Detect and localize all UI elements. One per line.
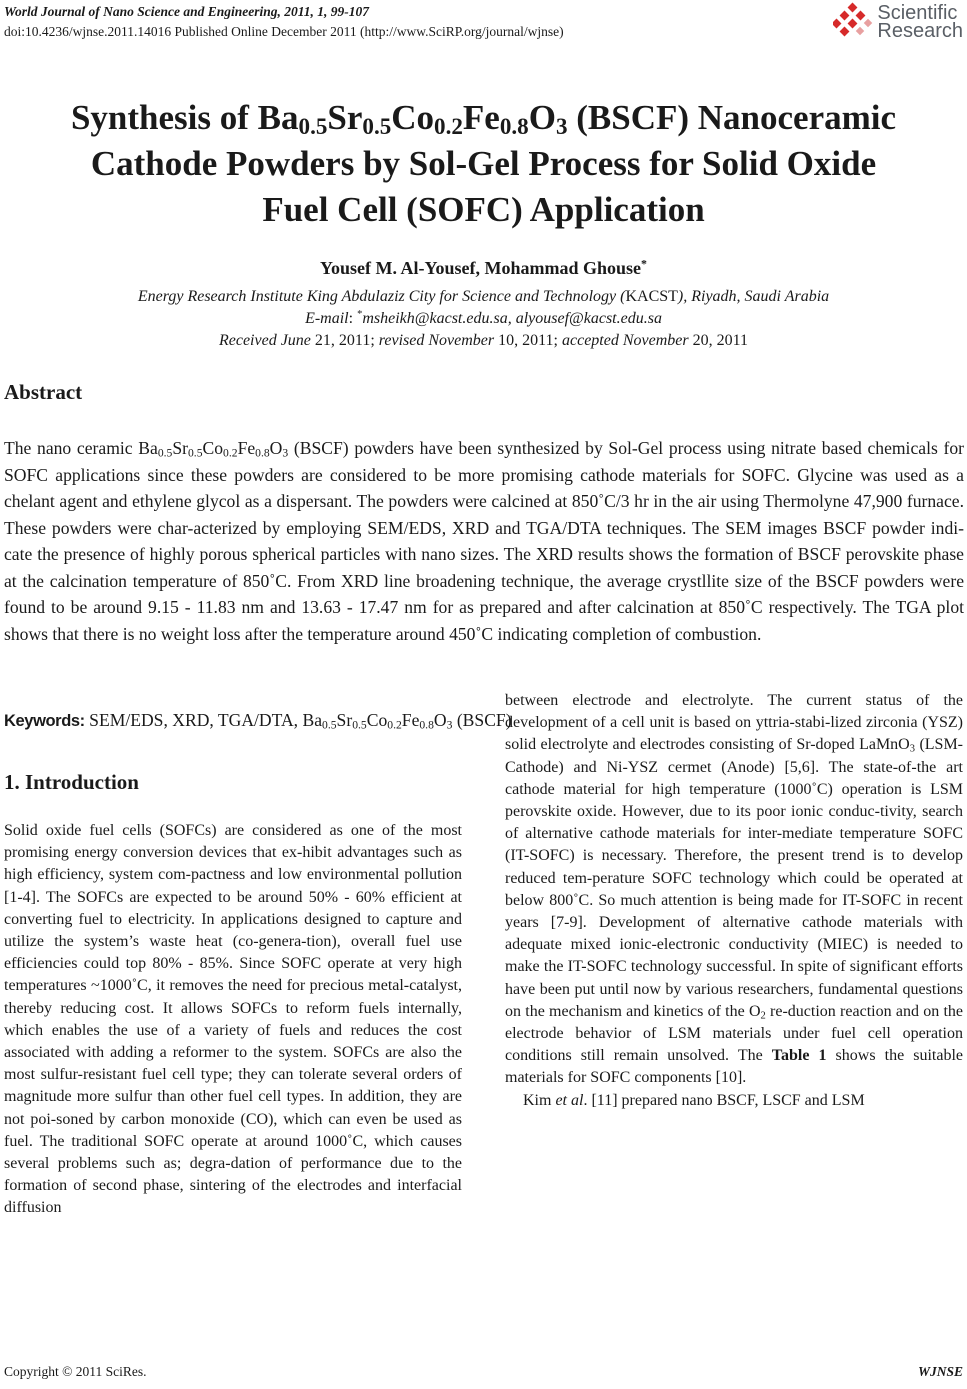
paper-title [0,95,967,233]
journal-header [4,2,564,42]
logo-line-1: Scientific [877,2,958,24]
email-line: E-mail: *msheikh@kacst.edu.sa, alyousef@kacst.edu.sa [305,309,662,327]
right-paragraph-1: between electrode and electrolyte. The current status of the development of a cell unit is based on yttria-stabi-lized zirconia (YSZ) solid electrolyte and electrodes consisting of Sr-doped LaMnO$_3$ (LSM-Cathode) and Ni-YSZ cermet (Anode) [5,6]. The state-of-the art cathode material for high temperature (1000˚C) operation is LSM perovskite oxide. However, due to its poor ionic conduc-tivity, search of alternative cathode materials for inter-mediate temperature SOFC (IT-SOFC) is necessary. Therefore, the present trend is to develop reduced tem-perature SOFC technology which could be operated at below 800˚C. So much attention is being made for IT-SOFC in recent years [7-9]. Development of alternative cathode materials with adequate mixed ionic-electronic conductivity (MIEC) is needed to make the IT-SOFC technology successful. In spite of significant efforts have been put until now by various researchers, fundamental questions on the mechanism and kinetics of the $O_2$ re-duction reaction and on the electrode behavior of LSM materials under fuel cell operation conditions still remain unsolved. The Table 1 shows the suitable materials for SOFC components [10]. [505,692,964,1087]
affiliation: Energy Research Institute King Abdulaziz City for Science and Technology (KACST), Riyadh, Saudi Arabia [137,288,830,305]
received-dates: Received June 21, 2011; revised November 10, 2011; accepted November 20, 2011 [218,332,749,349]
scientific-research-logo-icon [833,2,873,42]
abstract-body: The nano ceramic $Ba_{0.5}Sr_{0.5}Co_{0.2}Fe_{0.8}O_3$ (BSCF) powders have been synthesized by Sol-Gel process using nitrate based chemicals for SOFC applications since these powders are considered to be more promising cathode materials for SOFC. Glycine was used as a chelant agent and ethylene glycol as a dispersant. The powders were calcined at 850˚C/3 hr in the air using Thermolyne 47,900 furnace. These powders were char-acterized by employing SEM/EDS, XRD and TGA/DTA techniques. The SEM images BSCF powder indi-cate the presence of highly porous spherical particles with nano sizes. The XRD results shows the formation of BSCF perovskite phase at the calcination temperature of 850˚C. From XRD line broadening technique, the average crystllite size of the BSCF powders were found to be around 9.15 - 11.83 nm and 13.63 - 17.47 nm for as prepared and after calcination at 850˚C respectively. The TGA plot shows that there is no weight loss after the temperature around 450˚C indicating completion of combustion. [4,438,964,644]
section-heading-introduction: 1. Introduction [4,770,139,794]
title-line-1: Synthesis of $Ba_{0.5}Sr_{0.5}Co_{0.2}Fe_{0.8}O_3$ (BSCF) Nanoceramic [70,98,897,140]
right-column-text [505,690,963,1112]
publisher-logo [833,2,963,42]
doi-line: doi:10.4236/wjnse.2011.14016 Published Online December 2011 (http://www.SciRP.org/journal/wjnse) [4,24,564,39]
left-column-text: Solid oxide fuel cells (SOFCs) are considered as one of the most promising energy conversion devices that ex-hibit advantages such as high efficiency, system com-pactness and low environmental pollution [1-4]. The SOFCs are expected to be around 50% - 60% efficient at converting fuel to electricity. In applications designed to capture and utilize the system’s waste heat (co-genera-tion), overall fuel use efficiencies could top 80% - 85%. Since SOFC operate at very high temperatures ~1000˚C, it removes the need for precious metal-catalyst, thereby reducing cost. It allows SOFCs to reform fuels internally, which enables the use of a variety of fuels and reduces the cost associated with adding a reformer to the system. SOFCs are also the most sulfur-resistant fuel cell type; they can tolerate several orders of magnitude more sulfur than other fuel cell types. In addition, they are not poi-soned by carbon monoxide (CO), which can even be used as fuel. The traditional SOFC operate at around 1000˚C, which causes several problems such as; degra-dation of performance due to the formation of second phase, sintering of the electrodes and interfacial diffusion [4,822,462,1217]
abstract-heading: Abstract [4,380,83,404]
email-addresses[interactable]: msheikh@kacst.edu.sa, alyousef@kacst.edu.sa [362,310,662,327]
journal-citation: , 2011, 1, 99-107 [277,4,370,19]
journal-citation-line [4,2,564,22]
title-line-2: Cathode Powders by Sol-Gel Process for Solid Oxide [90,144,877,183]
logo-line-2: Research [877,20,963,42]
logo-text [877,4,963,40]
author-list: Yousef M. Al-Yousef, Mohammad Ghouse* [320,256,647,278]
right-paragraph-2: Kim et al. [11] prepared nano BSCF, LSCF and LSM [523,1091,865,1109]
table-reference[interactable]: Table 1 [771,1047,827,1065]
copyright-footer: Copyright © 2011 SciRes. [4,1364,147,1379]
title-line-3: Fuel Cell (SOFC) Application [262,190,705,229]
journal-abbr-footer: WJNSE [917,1364,963,1379]
journal-name: World Journal of Nano Science and Engineering [4,4,278,19]
keywords-label: Keywords: [4,712,85,730]
keywords: Keywords: SEM/EDS, XRD, TGA/DTA, $Ba_{0.5}Sr_{0.5}Co_{0.2}Fe_{0.8}O_3$ (BSCF) [4,710,512,732]
